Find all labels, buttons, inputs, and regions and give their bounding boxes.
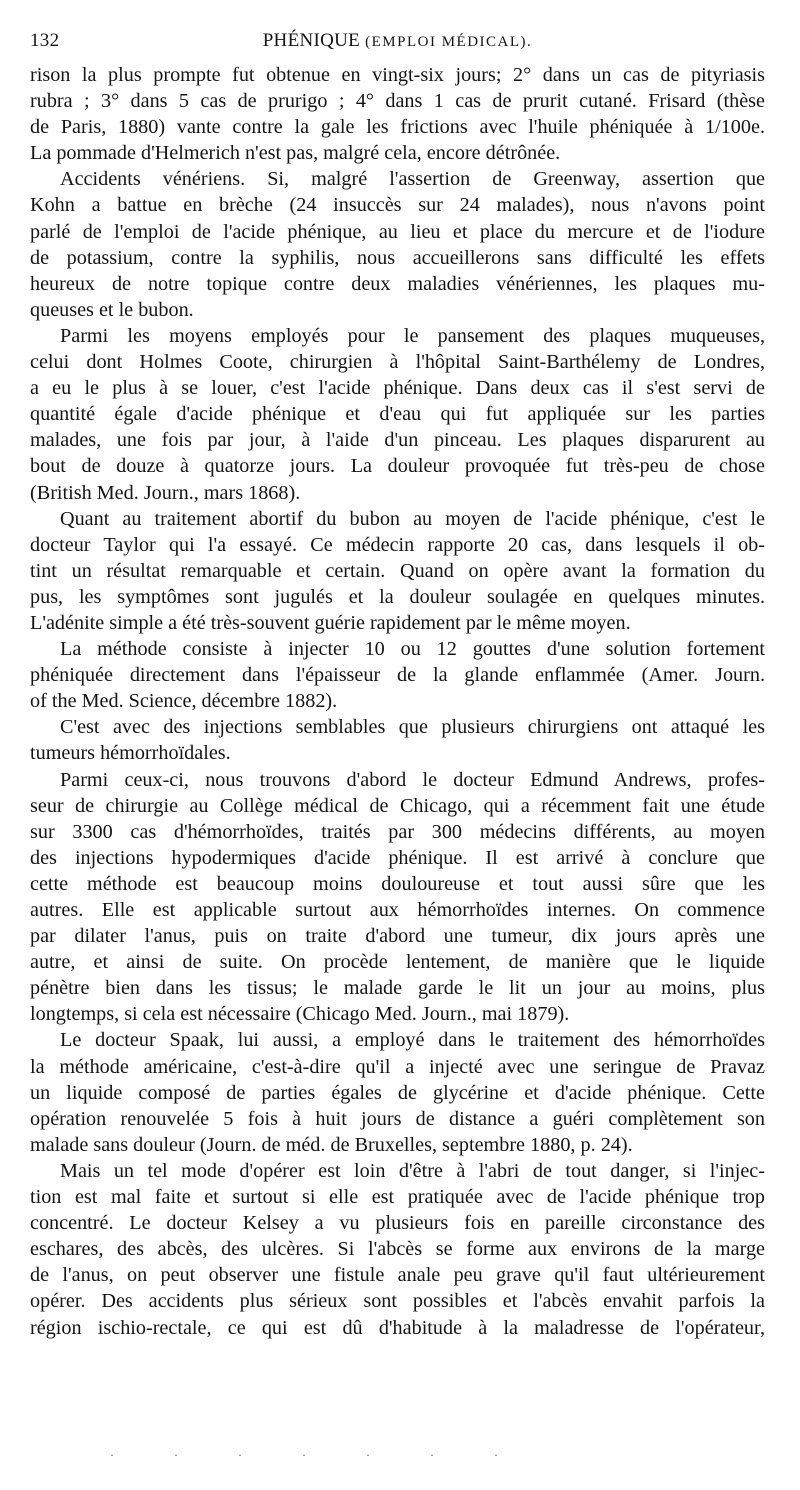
text-line: C'est avec des injections semblables que plusieurs chirurgiens ont attaqué les — [60, 716, 765, 739]
text-line: de potassium, contre la syphilis, nous accueillerons sans difficulté les effets — [30, 246, 765, 269]
text-line: parlé de l'emploi de l'acide phénique, au lieu et place du mercure et de l'iodure — [30, 220, 765, 243]
text-line: malade sans douleur (Journ. de méd. de Bruxelles, septembre 1880, p. 24). — [30, 1133, 633, 1156]
text-line: autres. Elle est applicable surtout aux hémorrhoïdes internes. On commence — [30, 899, 765, 921]
text-line: de l'anus, on peut observer une fistule anale peu grave qu'il faut ultérieurement — [30, 1264, 765, 1287]
text-line: (British Med. Journ., mars 1868). — [30, 481, 301, 504]
text-line: bout de douze à quatorze jours. La douleur provoquée fut très-peu de chose — [30, 455, 765, 478]
page-number: 132 — [30, 30, 60, 51]
text-line: Kohn a battue en brèche (24 insuccès sur 24 malades), nous n'avons point — [30, 194, 765, 217]
text-line: phéniquée directement dans l'épaisseur de la glande enflammée (Amer. Journ. — [30, 664, 765, 687]
text-line: cette méthode est beaucoup moins douloureuse et tout aussi sûre que les — [30, 872, 765, 895]
text-line: un liquide composé de parties égales de glycérine et d'acide phénique. Cette — [30, 1081, 765, 1104]
text-line: quantité égale d'acide phénique et d'eau qui fut appliquée sur les parties — [30, 403, 765, 426]
text-line: Le docteur Spaak, lui aussi, a employé dans le traitement des hémorrhoïdes — [60, 1029, 765, 1052]
text-line: L'adénite simple a été très-souvent guérie rapidement par le même moyen. — [30, 611, 631, 634]
text-line: Parmi les moyens employés pour le pansement des plaques muqueuses, — [60, 324, 765, 347]
text-line: heureux de notre topique contre deux maladies vénériennes, les plaques mu- — [30, 272, 765, 295]
text-line: rubra ; 3° dans 5 cas de prurigo ; 4° dans 1 cas de prurit cutané. Frisard (thèse — [30, 90, 765, 113]
text-line: pus, les symptômes sont jugulés et la douleur soulagée en quelques minutes. — [30, 585, 765, 608]
text-line: queuses et le bubon. — [30, 298, 194, 321]
text-line: des injections hypodermiques d'acide phénique. Il est arrivé à conclure que — [30, 846, 765, 869]
text-line: de Paris, 1880) vante contre la gale les frictions avec l'huile phéniquée à 1/100e. — [30, 116, 765, 139]
page-header — [30, 30, 765, 60]
text-line: la méthode américaine, c'est-à-dire qu'il a injecté avec une seringue de Pravaz — [30, 1055, 765, 1078]
text-line: Accidents vénériens. Si, malgré l'assertion de Greenway, assertion que — [60, 168, 765, 191]
running-title-subtitle: (EMPLOI MÉDICAL). — [365, 34, 533, 50]
running-title-main: PHÉNIQUE — [262, 30, 361, 51]
body-text — [30, 62, 765, 1341]
text-line: celui dont Holmes Coote, chirurgien à l'hôpital Saint-Barthélemy de Londres, — [30, 351, 765, 374]
text-line: opérer. Des accidents plus sérieux sont possibles et l'abcès envahit parfois la — [30, 1290, 765, 1313]
text-line: tumeurs hémorrhoïdales. — [30, 742, 231, 765]
text-line: eschares, des abcès, des ulcères. Si l'abcès se forme aux environs de la marge — [30, 1238, 765, 1261]
text-line: autre, et ainsi de suite. On procède lentement, de manière que le liquide — [30, 951, 765, 974]
text-line: région ischio-rectale, ce qui est dû d'habitude à la maladresse de l'opérateur, — [30, 1316, 765, 1339]
text-line: Mais un tel mode d'opérer est loin d'être à l'abri de tout danger, si l'injec- — [60, 1159, 765, 1182]
text-line: rison la plus prompte fut obtenue en vingt-six jours; 2° dans un cas de pityriasis — [30, 64, 765, 86]
text-line: sur 3300 cas d'hémorrhoïdes, traités par 300 médecins différents, au moyen — [30, 820, 765, 843]
text-line: longtemps, si cela est nécessaire (Chicago Med. Journ., mai 1879). — [30, 1003, 570, 1026]
text-line: Quant au traitement abortif du bubon au moyen de l'acide phénique, c'est le — [60, 507, 765, 530]
text-line: tion est mal faite et surtout si elle est pratiquée avec de l'acide phénique trop — [30, 1186, 765, 1209]
text-line: tint un résultat remarquable et certain. Quand on opère avant la formation du — [30, 559, 765, 582]
text-line: malades, une fois par jour, à l'aide d'un pinceau. Les plaques disparurent au — [30, 429, 765, 452]
running-title — [30, 30, 765, 52]
text-line: pénètre bien dans les tissus; le malade garde le lit un jour au moins, plus — [30, 977, 765, 1000]
text-line: a eu le plus à se louer, c'est l'acide phénique. Dans deux cas il s'est servi de — [30, 377, 765, 400]
text-line: par dilater l'anus, puis on traite d'abord une tumeur, dix jours après une — [30, 925, 765, 948]
text-line: opération renouvelée 5 fois à huit jours de distance a guéri complètement son — [30, 1107, 765, 1130]
text-line: La pommade d'Helmerich n'est pas, malgré cela, encore détrônée. — [30, 142, 561, 165]
text-line: of the Med. Science, décembre 1882). — [30, 690, 338, 713]
text-line: seur de chirurgie au Collège médical de Chicago, qui a récemment fait une étude — [30, 794, 765, 817]
text-line: docteur Taylor qui l'a essayé. Ce médecin rapporte 20 cas, dans lesquels il ob- — [30, 533, 765, 556]
scan-speckles: ······· — [110, 1448, 558, 1458]
text-line: La méthode consiste à injecter 10 ou 12 gouttes d'une solution fortement — [60, 638, 765, 661]
text-line: Parmi ceux-ci, nous trouvons d'abord le docteur Edmund Andrews, profes- — [60, 768, 765, 791]
text-line: concentré. Le docteur Kelsey a vu plusieurs fois en pareille circonstance des — [30, 1212, 765, 1235]
